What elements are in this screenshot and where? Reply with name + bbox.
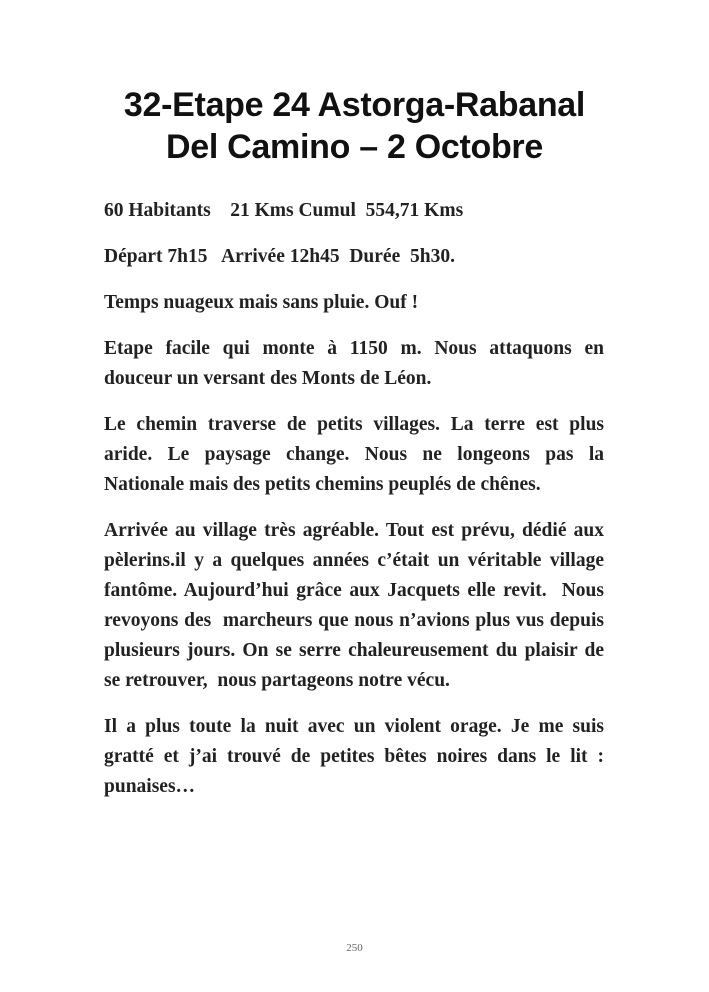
paragraph-night: Il a plus toute la nuit avec un violent orage. Je me suis gratté et j’ai trouvé de petites bêtes noires dans le lit : punaises… [104,716,609,797]
paragraph-path: Le chemin traverse de petits villages. La terre est plus aride. Le paysage change. Nous ne longeons pas la Nationale mais des petits chemins peuplés de chênes. [104,414,609,495]
paragraph-stage: Etape facile qui monte à 1150 m. Nous attaquons en douceur un versant des Monts de Léon. [104,338,609,389]
info-line-times: Départ 7h15 Arrivée 12h45 Durée 5h30. [104,246,455,267]
paragraph-arrival: Arrivée au village très agréable. Tout est prévu, dédié aux pèlerins.il y a quelques années c’était un véritable village fantôme. Aujourd’hui grâce aux Jacquets elle revit. Nous revoyons des marcheurs que nous n’avions plus vus depuis plusieurs jours. On se serre chaleureusement du plaisir de se retrouver, nous partageons notre vécu. [104,520,614,691]
page-title-line-2: Del Camino – 2 Octobre [166,128,543,166]
page-title-line-1: 32-Etape 24 Astorga-Rabanal [123,86,586,124]
info-line-stats: 60 Habitants 21 Kms Cumul 554,71 Kms [104,200,464,221]
weather-line: Temps nuageux mais sans pluie. Ouf ! [104,292,419,313]
page-number: 250 [346,942,363,954]
page-title [60,84,649,168]
document-body [104,196,614,818]
